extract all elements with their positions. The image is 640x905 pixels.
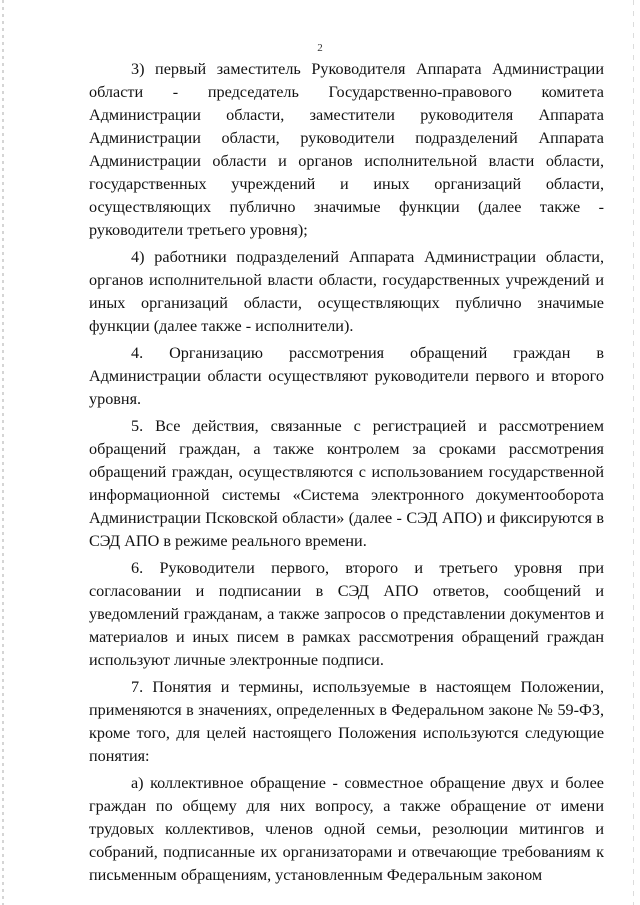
paragraph-section-7: 7. Понятия и термины, используемые в настоящем Положении, применяются в значениях, определенных в Федеральном законе № 59-ФЗ, кроме того, для целей настоящего Положения используются следующие понятия: xyxy=(89,678,604,765)
document-body xyxy=(89,58,604,891)
scan-edge-right xyxy=(633,0,634,905)
paragraph-item-4: 4) работники подразделений Аппарата Администрации области, органов исполнительной власти области, государственных учреждений и иных организаций области, осуществляющих публично значимые функции (далее также - исполнители). xyxy=(89,248,604,335)
paragraph-section-6: 6. Руководители первого, второго и третьего уровня при согласовании и подписании в СЭД АПО ответов, сообщений и уведомлений гражданам, а также запросов о представлении документов и материалов и иных писем в рамках рассмотрения обращений граждан используют личные электронные подписи. xyxy=(89,559,604,669)
paragraph-section-4: 4. Организацию рассмотрения обращений граждан в Администрации области осуществляют руководители первого и второго уровня. xyxy=(89,344,604,408)
paragraph-section-5: 5. Все действия, связанные с регистрацией и рассмотрением обращений граждан, а также контролем за сроками рассмотрения обращений граждан, осуществляются с использованием государственной информационной системы «Система электронного документооборота Администрации Псковской области» (далее - СЭД АПО) и фиксируются в СЭД АПО в режиме реального времени. xyxy=(89,417,604,550)
paragraph-item-3: 3) первый заместитель Руководителя Аппарата Администрации области - председатель Государственно-правового комитета Администрации области, заместители руководителя Аппарата Администрации области, руководители подразделений Аппарата Администрации области и органов исполнительной власти области, государственных учреждений и иных организаций области, осуществляющих публично значимые функции (далее также - руководители третьего уровня); xyxy=(89,60,604,239)
page-number: 2 xyxy=(317,42,323,54)
paragraph-item-a: а) коллективное обращение - совместное обращение двух и более граждан по общему для них вопросу, а также обращение от имени трудовых коллективов, членов одной семьи, резолюции митингов и собраний, подписанные их организаторами и отвечающие требованиям к письменным обращениям, установленным Федеральным законом xyxy=(89,774,604,884)
scan-edge-left xyxy=(2,0,4,905)
